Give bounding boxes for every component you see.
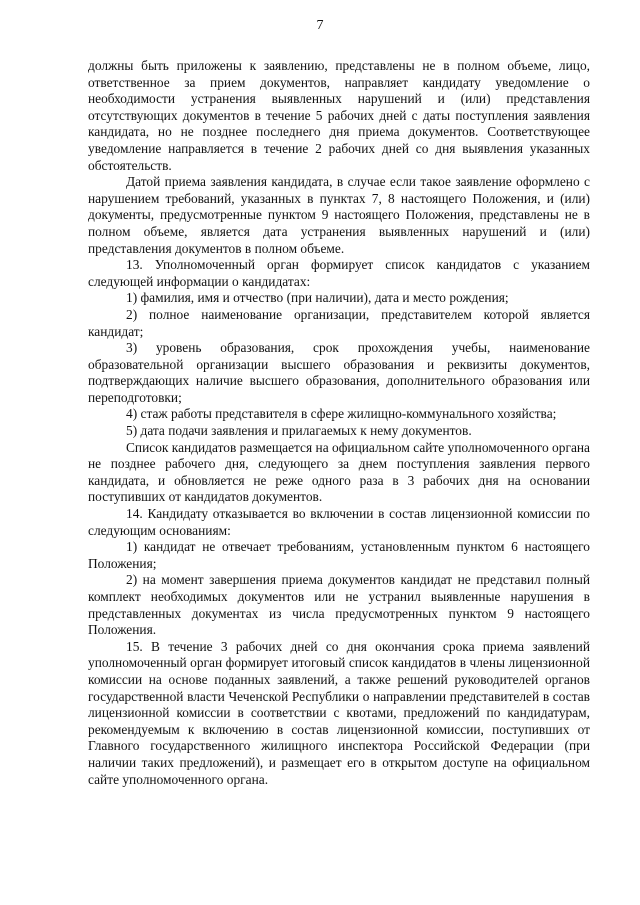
list-item-13-2: 2) полное наименование организации, представителем которой является кандидат;: [88, 306, 590, 339]
list-item-14-1: 1) кандидат не отвечает требованиям, установленным пунктом 6 настоящего Положения;: [88, 539, 590, 571]
list-item-13-1: 1) фамилия, имя и отчество (при наличии), дата и место рождения;: [126, 290, 509, 306]
paragraph-candidate-list-publication: Список кандидатов размещается на официальном сайте уполномоченного органа не позднее рабочего дня, следующего за днем поступления заявления первого кандидата, и обновляется не реже одного раза в 3 рабочих дня на основании поступивших от кандидатов документов.: [88, 439, 590, 505]
paragraph-acceptance-date: Датой приема заявления кандидата, в случае если такое заявление оформлено с нарушением требований, указанных в пунктах 7, 8 настоящего Положения, и (или) документы, предусмотренные пунктом 9 настоящего Положения, представлены не в полном объеме, является дата устранения выявленных нарушений и (или) представления документов в полном объеме.: [88, 174, 590, 256]
page-number: 7: [316, 18, 324, 33]
list-item-13-3: 3) уровень образования, срок прохождения учебы, наименование образовательной организации высшего образования и реквизиты документов, подтверждающих наличие высшего образования, дополнительного образования или переподготовки;: [88, 340, 590, 405]
paragraph-section-13: 13. Уполномоченный орган формирует список кандидатов с указанием следующей информации о кандидатах:: [88, 257, 590, 289]
paragraph-section-14: 14. Кандидату отказывается во включении в состав лицензионной комиссии по следующим основаниям:: [88, 506, 590, 538]
paragraph-section-15: 15. В течение 3 рабочих дней со дня окончания срока приема заявлений уполномоченный орган формирует итоговый список кандидатов в члены лицензионной комиссии на основе поданных заявлений, а также решений руководителей органов государственной власти Чеченской Республики о направлении представителей в состав лицензионной комиссии в соответствии с квотами, предложений по кандидатурам, рекомендуемым к включению в состав лицензионной комиссии, поступивших от Главного государственного жилищного инспектора Российской Федерации (при наличии таких предложений), и размещает его в открытом доступе на официальном сайте уполномоченного органа.: [88, 638, 590, 787]
paragraph-continuation: должны быть приложены к заявлению, представлены не в полном объеме, лицо, ответственное за прием документов, направляет кандидату уведомление о необходимости устранения выявленных нарушений и (или) представления отсутствующих документов в течение 5 рабочих дней с даты поступления заявления кандидата, но не позднее последнего дня приема документов. Соответствующее уведомление направляется в течение 2 рабочих дней со дня выявления указанных обстоятельств.: [88, 58, 590, 173]
list-item-14-2: 2) на момент завершения приема документов кандидат не представил полный комплект необходимых документов или не устранил выявленные нарушения в представленных документах из числа предусмотренных пунктом 9 настоящего Положения.: [88, 572, 590, 638]
document-body: [88, 58, 590, 788]
list-item-13-5: 5) дата подачи заявления и прилагаемых к нему документов.: [126, 423, 472, 439]
list-item-13-4: 4) стаж работы представителя в сфере жилищно-коммунального хозяйства;: [126, 406, 557, 422]
